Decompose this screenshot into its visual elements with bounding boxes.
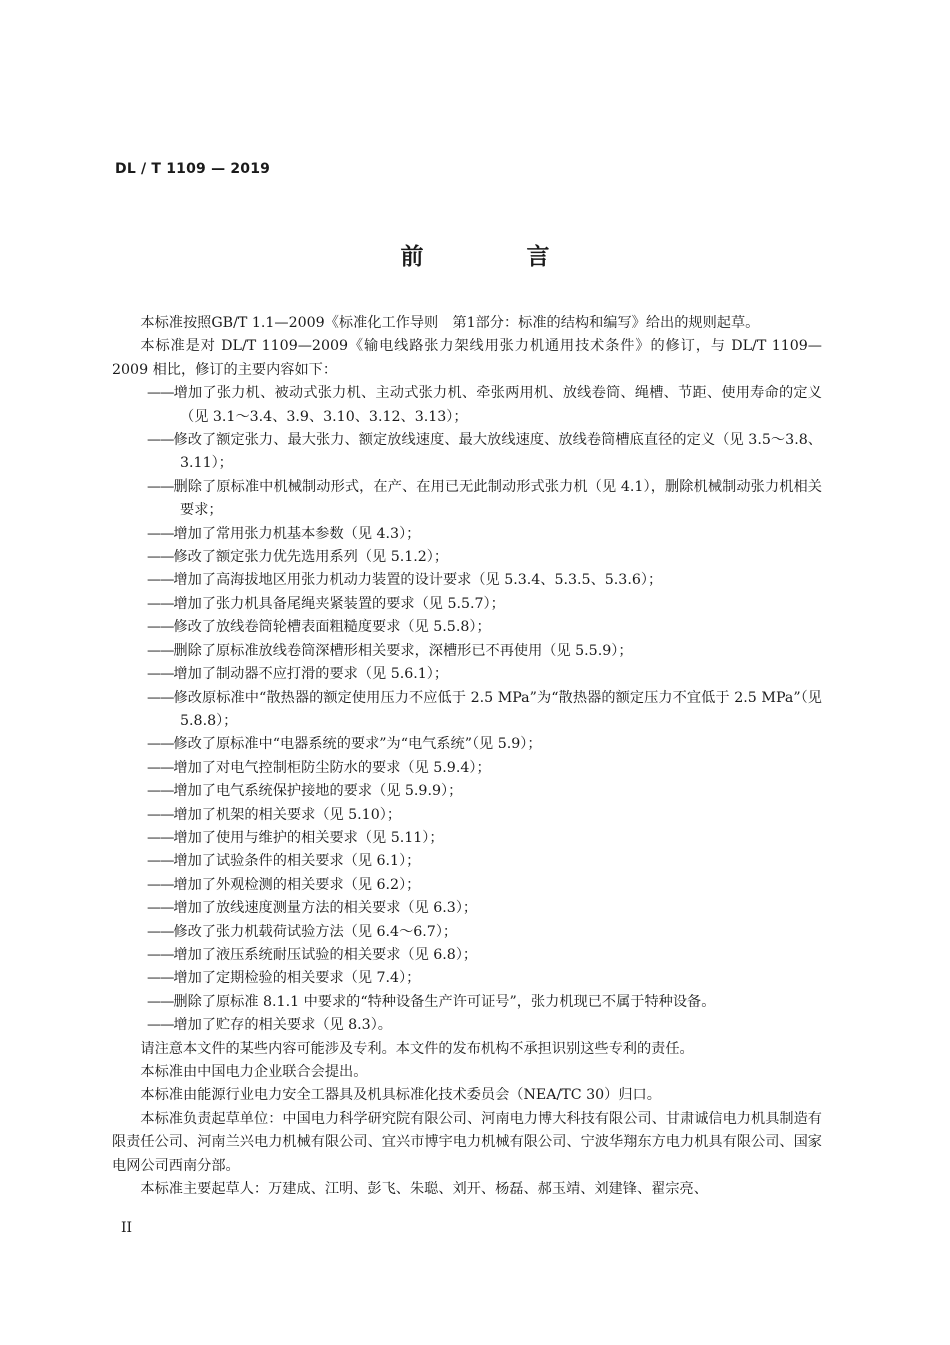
list-dash: —— bbox=[147, 666, 174, 683]
list-dash: —— bbox=[147, 993, 174, 1010]
list-item bbox=[112, 757, 822, 780]
patent-notice: 请注意本文件的某些内容可能涉及专利。本文件的发布机构不承担识别这些专利的责任。 bbox=[140, 1040, 694, 1057]
list-item bbox=[112, 733, 822, 756]
list-item-text: 修改了张力机载荷试验方法（见 6.4～6.7）； bbox=[173, 923, 458, 940]
list-item bbox=[112, 1014, 822, 1037]
standard-code: DL / T 1109 — 2019 bbox=[115, 161, 271, 177]
list-item bbox=[112, 523, 822, 546]
list-dash: —— bbox=[147, 829, 174, 846]
list-item bbox=[112, 640, 822, 663]
list-item-text: 增加了试验条件的相关要求（见 6.1）； bbox=[173, 853, 421, 870]
list-item bbox=[112, 967, 822, 990]
list-item bbox=[112, 546, 822, 569]
list-item bbox=[112, 593, 822, 616]
list-item bbox=[112, 616, 822, 639]
list-item bbox=[112, 780, 822, 803]
list-dash: —— bbox=[147, 736, 174, 753]
list-dash: —— bbox=[147, 783, 174, 800]
list-item bbox=[112, 476, 822, 523]
list-item bbox=[112, 687, 822, 734]
list-item bbox=[112, 897, 822, 920]
document-body bbox=[112, 312, 822, 1201]
list-dash: —— bbox=[147, 689, 174, 706]
drafters: 本标准主要起草人：万建成、江明、彭飞、朱聪、刘开、杨磊、郝玉靖、刘建锋、翟宗亮、 bbox=[140, 1181, 708, 1198]
list-dash: —— bbox=[147, 806, 174, 823]
proposer-statement: 本标准由中国电力企业联合会提出。 bbox=[140, 1064, 368, 1080]
list-dash: —— bbox=[147, 525, 174, 542]
list-dash: —— bbox=[147, 642, 174, 659]
list-item-text: 增加了液压系统耐压试验的相关要求（见 6.8）； bbox=[173, 946, 478, 963]
list-dash: —— bbox=[147, 619, 174, 636]
list-item bbox=[112, 382, 822, 429]
list-item bbox=[112, 827, 822, 850]
list-item-text: 删除了原标准放线卷筒深槽形相关要求，深槽形已不再使用（见 5.5.9）； bbox=[173, 642, 633, 659]
intro-paragraph: 本标准是对 DL/T 1109—2009《输电线路张力架线用张力机通用技术条件》的修订，与 DL/T 1109—2009 相比，修订的主要内容如下： bbox=[112, 338, 822, 378]
list-item-text: 删除了原标准 8.1.1 中要求的“特种设备生产许可证号”，张力机现已不属于特种设备。 bbox=[173, 993, 716, 1010]
list-item-text: 修改了额定张力、最大张力、额定放线速度、最大放线速度、放线卷筒槽底直径的定义（见 3.5～3.8、3.11）； bbox=[173, 432, 822, 472]
page-number: II bbox=[121, 1220, 133, 1236]
list-item bbox=[112, 663, 822, 686]
list-item-text: 修改了放线卷筒轮槽表面粗糙度要求（见 5.5.8）； bbox=[173, 619, 491, 636]
list-item-text: 增加了贮存的相关要求（见 8.3）。 bbox=[173, 1017, 392, 1034]
list-item-text: 修改了原标准中“电器系统的要求”为“电气系统”（见 5.9）； bbox=[173, 736, 542, 753]
list-item-text: 增加了定期检验的相关要求（见 7.4）； bbox=[173, 970, 421, 987]
list-dash: —— bbox=[147, 853, 174, 870]
list-dash: —— bbox=[147, 900, 174, 917]
list-item bbox=[112, 921, 822, 944]
change-list bbox=[112, 382, 822, 1037]
list-item-text: 增加了电气系统保护接地的要求（见 5.9.9）； bbox=[173, 783, 463, 800]
drafting-units: 本标准负责起草单位：中国电力科学研究院有限公司、河南电力博大科技有限公司、甘肃诚信电力机具制造有限责任公司、河南兰兴电力机械有限公司、宜兴市博宇电力机械有限公司、宁波华翔东方电力机具有限公司、国家电网公司西南分部。 bbox=[112, 1110, 822, 1174]
list-item-text: 增加了制动器不应打滑的要求（见 5.6.1）； bbox=[173, 666, 449, 683]
list-item-text: 修改了额定张力优先选用系列（见 5.1.2）； bbox=[173, 549, 449, 566]
list-item-text: 增加了高海拔地区用张力机动力装置的设计要求（见 5.3.4、5.3.5、5.3.6）； bbox=[173, 572, 663, 589]
list-dash: —— bbox=[147, 970, 174, 987]
list-dash: —— bbox=[147, 595, 174, 612]
list-dash: —— bbox=[147, 1017, 174, 1034]
intro-paragraph: 本标准按照GB/T 1.1—2009《标准化工作导则 第1部分：标准的结构和编写》给出的规则起草。 bbox=[140, 315, 760, 331]
list-dash: —— bbox=[147, 549, 174, 566]
list-item bbox=[112, 429, 822, 476]
list-dash: —— bbox=[147, 759, 174, 776]
list-item-text: 修改原标准中“散热器的额定使用压力不应低于 2.5 MPa”为“散热器的额定压力不宜低于 2.5 MPa”（见 5.8.8）； bbox=[173, 689, 822, 729]
list-dash: —— bbox=[147, 478, 174, 495]
list-item-text: 增加了机架的相关要求（见 5.10）； bbox=[173, 806, 402, 823]
list-dash: —— bbox=[147, 385, 174, 402]
list-dash: —— bbox=[147, 946, 174, 963]
list-item-text: 增加了使用与维护的相关要求（见 5.11）； bbox=[173, 829, 444, 846]
committee-statement: 本标准由能源行业电力安全工器具及机具标准化技术委员会（NEA/TC 30）归口。 bbox=[140, 1087, 661, 1104]
list-item-text: 增加了外观检测的相关要求（见 6.2）； bbox=[173, 876, 421, 893]
list-item bbox=[112, 804, 822, 827]
list-dash: —— bbox=[147, 572, 174, 589]
list-item-text: 增加了张力机、被动式张力机、主动式张力机、牵张两用机、放线卷筒、绳槽、节距、使用寿命的定义（见 3.1～3.4、3.9、3.10、3.12、3.13）； bbox=[173, 385, 822, 425]
list-item bbox=[112, 874, 822, 897]
list-item bbox=[112, 991, 822, 1014]
list-dash: —— bbox=[147, 923, 174, 940]
list-item-text: 删除了原标准中机械制动形式，在产、在用已无此制动形式张力机（见 4.1），删除机械制动张力机相关要求； bbox=[173, 478, 822, 519]
list-item bbox=[112, 944, 822, 967]
list-item-text: 增加了常用张力机基本参数（见 4.3）； bbox=[173, 525, 421, 542]
list-item bbox=[112, 569, 822, 592]
list-item-text: 增加了对电气控制柜防尘防水的要求（见 5.9.4）； bbox=[173, 759, 491, 776]
list-item-text: 增加了放线速度测量方法的相关要求（见 6.3）； bbox=[173, 900, 478, 917]
list-dash: —— bbox=[147, 876, 174, 893]
list-dash: —— bbox=[147, 432, 174, 449]
list-item bbox=[112, 850, 822, 873]
list-item-text: 增加了张力机具备尾绳夹紧装置的要求（见 5.5.7）； bbox=[173, 595, 505, 612]
page-title: 前 言 bbox=[400, 244, 590, 270]
